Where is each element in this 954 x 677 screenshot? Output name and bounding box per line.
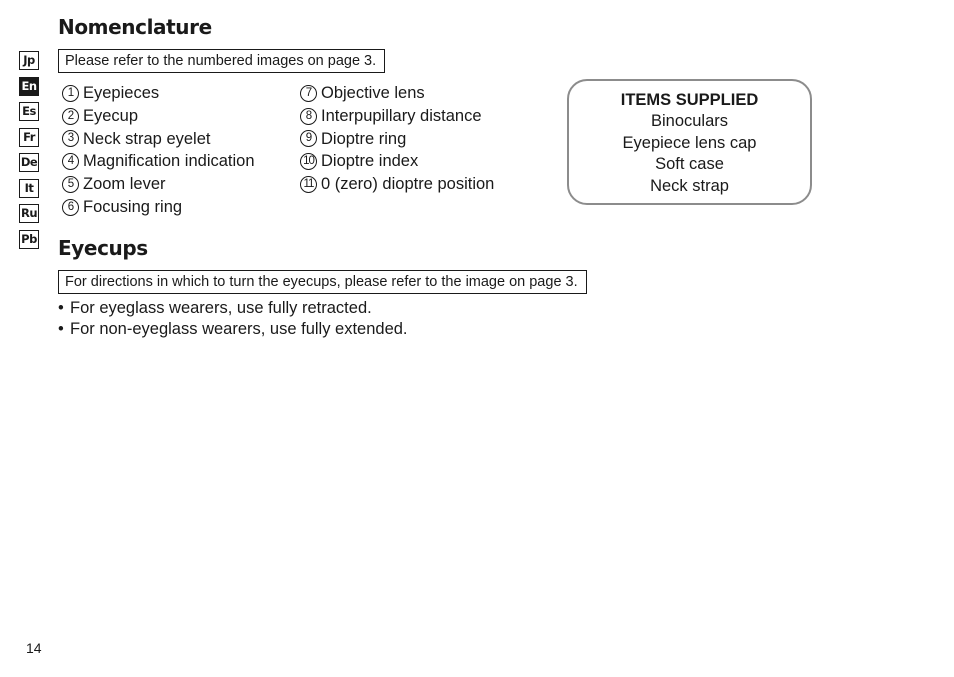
lang-tab-es[interactable]: Es: [19, 102, 39, 121]
lang-tab-pb[interactable]: Pb: [19, 230, 39, 249]
part-label: Dioptre index: [321, 152, 419, 171]
supplied-item: Binoculars: [650, 112, 729, 130]
part-number: 4: [62, 153, 79, 170]
part-number: 11: [300, 176, 317, 193]
lang-tab-en[interactable]: En: [19, 77, 39, 96]
part-number: 2: [62, 108, 79, 125]
nomenclature-note: Please refer to the numbered images on page 3.: [58, 49, 385, 73]
part-item: [300, 105, 494, 128]
items-supplied-box: [567, 79, 812, 205]
part-item: [62, 128, 255, 151]
eyecups-bullets: [58, 298, 408, 340]
lang-tab-ru[interactable]: Ru: [19, 204, 39, 223]
part-number: 7: [300, 85, 317, 102]
lang-tab-jp[interactable]: Jp: [19, 51, 39, 70]
part-number: 5: [62, 176, 79, 193]
part-label: Objective lens: [321, 84, 425, 102]
part-item: [62, 173, 255, 196]
part-label: Interpupillary distance: [321, 106, 482, 125]
language-tabs: [19, 51, 39, 255]
part-item: [62, 196, 255, 219]
part-item: [62, 105, 255, 128]
part-label: Focusing ring: [83, 197, 183, 216]
part-item: [62, 82, 255, 105]
part-item: [300, 128, 494, 151]
part-label: Neck strap eyelet: [83, 129, 211, 148]
parts-list-right: [300, 82, 494, 196]
part-label: Eyecup: [83, 106, 139, 125]
eyecups-heading: Eyecups: [58, 236, 148, 260]
nomenclature-heading: Nomenclature: [58, 15, 212, 39]
supplied-item: Eyepiece lens cap: [622, 133, 757, 152]
part-item: [300, 173, 494, 196]
part-item: [300, 150, 494, 173]
part-number: 8: [300, 108, 317, 125]
items-supplied-title: ITEMS SUPPLIED: [620, 91, 759, 109]
part-label: Magnification indication: [83, 152, 255, 171]
part-item: [62, 150, 255, 173]
part-number: 6: [62, 199, 79, 216]
page-number: 14: [26, 640, 42, 656]
supplied-item: Soft case: [655, 155, 724, 173]
lang-tab-de[interactable]: De: [19, 153, 39, 172]
part-number: 10: [300, 153, 317, 170]
bullet-item: • For non-eyeglass wearers, use fully extended.: [58, 319, 408, 340]
part-label: Zoom lever: [83, 175, 166, 194]
part-number: 1: [62, 85, 79, 102]
lang-tab-fr[interactable]: Fr: [19, 128, 39, 147]
part-number: 3: [62, 130, 79, 147]
part-label: Eyepieces: [83, 84, 160, 102]
part-number: 9: [300, 130, 317, 147]
part-item: [300, 82, 494, 105]
bullet-item: • For eyeglass wearers, use fully retracted.: [58, 298, 408, 319]
part-label: 0 (zero) dioptre position: [321, 175, 495, 194]
parts-list-left: [62, 82, 255, 219]
eyecups-note: For directions in which to turn the eyecups, please refer to the image on page 3.: [58, 270, 587, 294]
part-label: Dioptre ring: [321, 129, 407, 148]
supplied-item: Neck strap: [650, 176, 729, 195]
lang-tab-it[interactable]: It: [19, 179, 39, 198]
